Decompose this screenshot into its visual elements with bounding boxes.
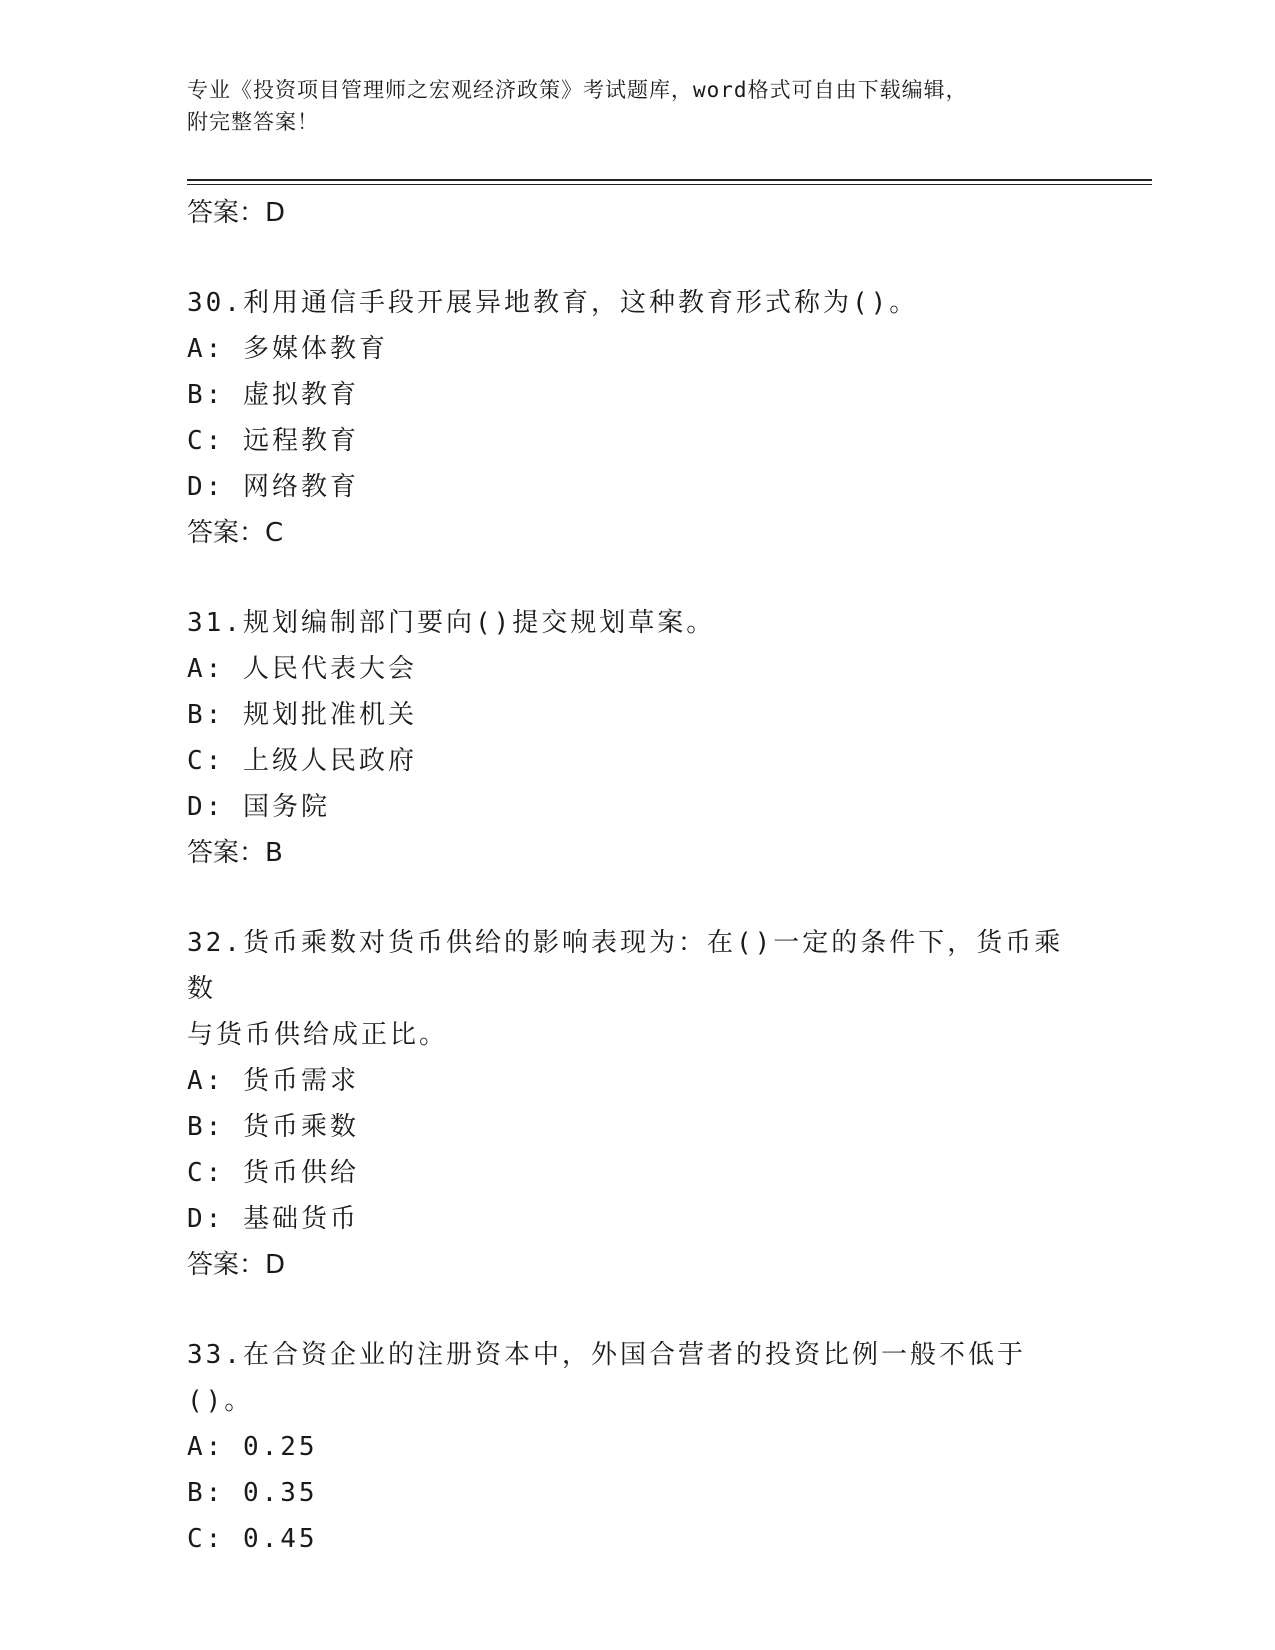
answer-line: 答案：C [187,518,284,548]
question-line: 30.利用通信手段开展异地教育，这种教育形式称为()。 [187,288,919,318]
header-line-2: 附完整答案！ [187,110,319,134]
option-a: A: 多媒体教育 [187,334,388,364]
option-c: C: 上级人民政府 [187,746,417,776]
option-b: B: 虚拟教育 [187,380,359,410]
option-c: C: 货币供给 [187,1158,359,1188]
answer-line: 答案：B [187,838,283,868]
option-c: C: 0.45 [187,1524,318,1554]
question-text [187,920,1087,1058]
question-list [187,190,1087,1562]
header-line-1: 专业《投资项目管理师之宏观经济政策》考试题库，word格式可自由下载编辑， [187,78,968,102]
option-a: A: 人民代表大会 [187,654,417,684]
header-divider-thin [187,184,1152,185]
question-block [187,280,1087,556]
document-header [187,74,1067,138]
option-b: B: 货币乘数 [187,1112,359,1142]
question-line: 31.规划编制部门要向()提交规划草案。 [187,608,716,638]
question-block [187,1332,1087,1562]
option-d: D: 基础货币 [187,1204,359,1234]
header-divider [187,179,1152,181]
option-c: C: 远程教育 [187,426,359,456]
question-line-continued: 与货币供给成正比。 [187,1020,449,1050]
option-b: B: 0.35 [187,1478,318,1508]
option-d: D: 网络教育 [187,472,359,502]
question-block [187,600,1087,876]
question-text [187,280,1087,326]
question-text [187,600,1087,646]
question-text [187,1332,1087,1424]
option-a: A: 0.25 [187,1432,318,1462]
option-d: D: 国务院 [187,792,330,822]
question-line: 33.在合资企业的注册资本中，外国合营者的投资比例一般不低于()。 [187,1340,1026,1416]
option-a: A: 货币需求 [187,1066,359,1096]
question-block [187,920,1087,1288]
option-b: B: 规划批准机关 [187,700,417,730]
answer-line: 答案：D [187,1250,286,1280]
answer-line: 答案：D [187,198,286,228]
question-line: 32.货币乘数对货币供给的影响表现为：在()一定的条件下，货币乘数 [187,928,1064,1004]
